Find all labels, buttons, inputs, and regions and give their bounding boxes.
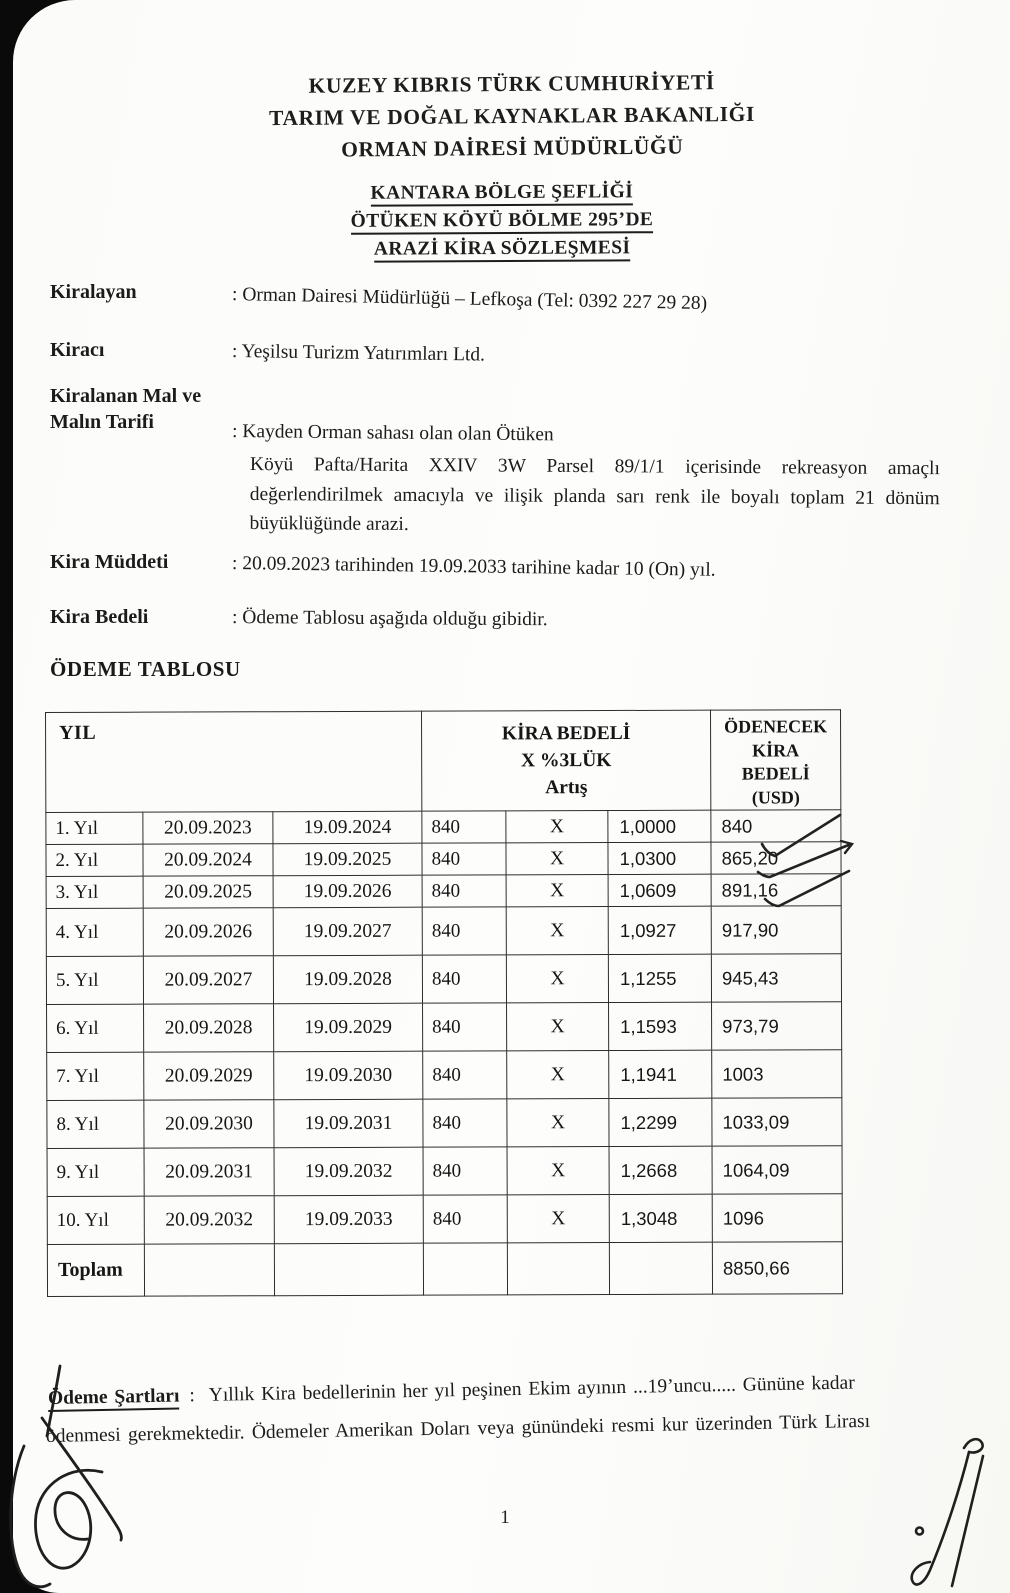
cell-multiplier: 1,1941	[609, 1050, 712, 1098]
rent-label: Kira Bedeli	[50, 606, 149, 628]
cell-end-date: 19.09.2031	[274, 1099, 423, 1148]
cell-amount: 891,16	[711, 874, 841, 906]
cell-end-date: 19.09.2032	[274, 1147, 423, 1196]
col-header-year: YIL	[46, 711, 422, 812]
subtitle-region: KANTARA BÖLGE ŞEFLİĞİ	[14, 176, 990, 209]
cell-multiplier: 1,3048	[609, 1194, 712, 1242]
cell-multiply-sign: X	[506, 843, 608, 875]
cell-multiplier: 1,0300	[608, 842, 711, 874]
payment-terms-label: Ödeme Şartları	[48, 1385, 180, 1412]
cell-multiplier: 1,0609	[608, 874, 711, 906]
cell-multiply-sign: X	[507, 1003, 609, 1051]
cell-start-date: 20.09.2026	[143, 908, 273, 956]
cell-year: 5. Yıl	[46, 956, 143, 1004]
table-row	[47, 1146, 842, 1197]
cell-amount: 865,20	[711, 842, 841, 874]
cell-base-rent: 840	[423, 1051, 507, 1099]
cell-year: 2. Yıl	[46, 844, 143, 876]
cell-year: 10. Yıl	[47, 1196, 144, 1244]
cell-start-date: 20.09.2024	[143, 844, 273, 876]
table-row	[46, 954, 841, 1005]
cell-end-date: 19.09.2025	[273, 843, 422, 876]
cell-multiplier: 1,2299	[609, 1098, 712, 1146]
cell-amount: 1064,09	[712, 1146, 842, 1194]
lessee-value: : Yeşilsu Turizm Yatırımları Ltd.	[231, 341, 486, 366]
cell-base-rent: 840	[422, 907, 506, 955]
lessee-label: Kiracı	[50, 339, 105, 361]
table-row	[46, 906, 841, 957]
table-row	[46, 874, 841, 909]
payment-table-title: ÖDEME TABLOSU	[50, 657, 241, 681]
cell-year: 7. Yıl	[47, 1052, 144, 1100]
cell-multiplier: 1,1593	[609, 1002, 712, 1050]
table-row	[46, 842, 841, 877]
cell-base-rent: 840	[422, 875, 506, 907]
page-number: 1	[500, 1507, 510, 1528]
document-subtitle	[14, 176, 990, 265]
payment-table	[45, 709, 843, 1297]
cell-multiply-sign: X	[506, 811, 608, 843]
col-header-payable: ÖDENECEK KİRA BEDELİ (USD)	[711, 710, 841, 810]
table-cell-empty	[274, 1243, 423, 1296]
cell-amount: 1003	[712, 1050, 842, 1098]
cell-amount: 1096	[712, 1194, 842, 1242]
cell-year: 6. Yıl	[47, 1004, 144, 1052]
property-description: Köyü Pafta/Harita XXIV 3W Parsel 89/1/1 içerisinde rekreasyon amaçlı değerlendirilmek amacıyla ve ilişik planda sarı renk ile boyalı toplam 21 dönüm büyüklüğünde arazi.	[249, 453, 940, 535]
cell-amount: 1033,09	[712, 1098, 842, 1146]
lease-term-label: Kira Müddeti	[50, 551, 169, 573]
header-ministry: TARIM VE DOĞAL KAYNAKLAR BAKANLIĞI	[268, 101, 756, 131]
property-label-line1: Kiralanan Mal ve	[50, 385, 202, 407]
property-value-line1: : Kayden Orman sahası olan olan Ötüken	[231, 421, 554, 446]
cell-multiply-sign: X	[506, 955, 608, 1003]
cell-multiply-sign: X	[507, 1147, 609, 1195]
checkmark-icon	[757, 862, 857, 912]
cell-multiplier: 1,0000	[608, 810, 711, 842]
cell-multiplier: 1,1255	[608, 954, 711, 1002]
subtitle-contract: ARAZİ KİRA SÖZLEŞMESİ	[14, 232, 990, 265]
cell-amount: 973,79	[712, 1002, 842, 1050]
cell-multiply-sign: X	[507, 1051, 609, 1099]
cell-year: 3. Yıl	[46, 876, 143, 908]
cell-base-rent: 840	[423, 1099, 507, 1147]
payment-terms-line2: ödenmesi gerekmektedir. Ödemeler Amerikan Doları veya günündeki resmi kur üzerinden Türk Lirası	[45, 1410, 871, 1447]
cell-amount: 917,90	[711, 906, 841, 954]
cell-multiplier: 1,2668	[609, 1146, 712, 1194]
lessor-label: Kiralayan	[50, 281, 137, 303]
rent-value: : Ödeme Tablosu aşağıda olduğu gibidir.	[231, 607, 548, 631]
cell-start-date: 20.09.2028	[144, 1004, 274, 1052]
signature-initials-right	[870, 1428, 1010, 1593]
cell-end-date: 19.09.2029	[274, 1003, 423, 1052]
cell-start-date: 20.09.2029	[144, 1052, 274, 1100]
cell-base-rent: 840	[423, 1195, 507, 1243]
cell-start-date: 20.09.2031	[144, 1148, 274, 1196]
cell-end-date: 19.09.2030	[274, 1051, 423, 1100]
cell-year: 4. Yıl	[46, 908, 143, 956]
lessor-value: : Orman Dairesi Müdürlüğü – Lefkoşa (Tel: 0392 227 29 28)	[231, 284, 708, 315]
cell-base-rent: 840	[422, 955, 506, 1003]
total-amount: 8850,66	[712, 1242, 842, 1294]
cell-year: 9. Yıl	[47, 1148, 144, 1196]
header-department: ORMAN DAİRESİ MÜDÜRLÜĞÜ	[341, 134, 684, 162]
cell-base-rent: 840	[423, 1003, 507, 1051]
table-cell-empty	[423, 1243, 507, 1295]
signature-scribble-left	[4, 1350, 204, 1593]
cell-base-rent: 840	[422, 811, 506, 843]
cell-start-date: 20.09.2025	[143, 876, 273, 908]
cell-base-rent: 840	[423, 1147, 507, 1195]
cell-end-date: 19.09.2028	[273, 955, 422, 1004]
payment-terms-colon: :	[189, 1385, 196, 1407]
cell-amount: 840	[711, 810, 841, 842]
cell-multiply-sign: X	[506, 875, 608, 907]
table-cell-empty	[609, 1242, 712, 1294]
header-country: KUZEY KIBRIS TÜRK CUMHURİYETİ	[308, 70, 715, 98]
total-label: Toplam	[47, 1244, 144, 1296]
table-row	[47, 1050, 842, 1101]
cell-year: 8. Yıl	[47, 1100, 144, 1148]
table-cell-empty	[507, 1243, 609, 1295]
cell-end-date: 19.09.2024	[273, 811, 422, 844]
cell-start-date: 20.09.2023	[143, 812, 273, 844]
cell-multiply-sign: X	[507, 1099, 609, 1147]
cell-amount: 945,43	[711, 954, 841, 1002]
subtitle-village: ÖTÜKEN KÖYÜ BÖLME 295’DE	[14, 204, 990, 237]
table-total-row	[47, 1242, 842, 1297]
cell-end-date: 19.09.2033	[274, 1195, 423, 1244]
cell-year: 1. Yıl	[46, 812, 143, 844]
lease-term-value: : 20.09.2023 tarihinden 19.09.2033 tarihine kadar 10 (On) yıl.	[231, 553, 716, 581]
cell-start-date: 20.09.2030	[144, 1100, 274, 1148]
table-row	[47, 1098, 842, 1149]
property-label-line2: Malın Tarifi	[50, 411, 154, 433]
cell-start-date: 20.09.2032	[144, 1196, 274, 1244]
table-row	[47, 1194, 842, 1245]
cell-start-date: 20.09.2027	[143, 956, 273, 1004]
col-header-rent-increase: KİRA BEDELİ X %3LÜK Artış	[422, 710, 711, 811]
document-header	[14, 64, 1010, 169]
cell-multiply-sign: X	[506, 907, 608, 955]
cell-multiply-sign: X	[507, 1195, 609, 1243]
cell-end-date: 19.09.2027	[273, 907, 422, 956]
payment-terms-text1: Yıllık Kira bedellerinin her yıl peşinen Ekim ayının ...19’uncu..... Gününe kadar	[208, 1372, 855, 1406]
table-row	[47, 1002, 842, 1053]
cell-multiplier: 1,0927	[608, 906, 711, 954]
cell-base-rent: 840	[422, 843, 506, 875]
table-cell-empty	[144, 1244, 274, 1296]
table-row	[46, 810, 841, 845]
cell-end-date: 19.09.2026	[273, 875, 422, 908]
